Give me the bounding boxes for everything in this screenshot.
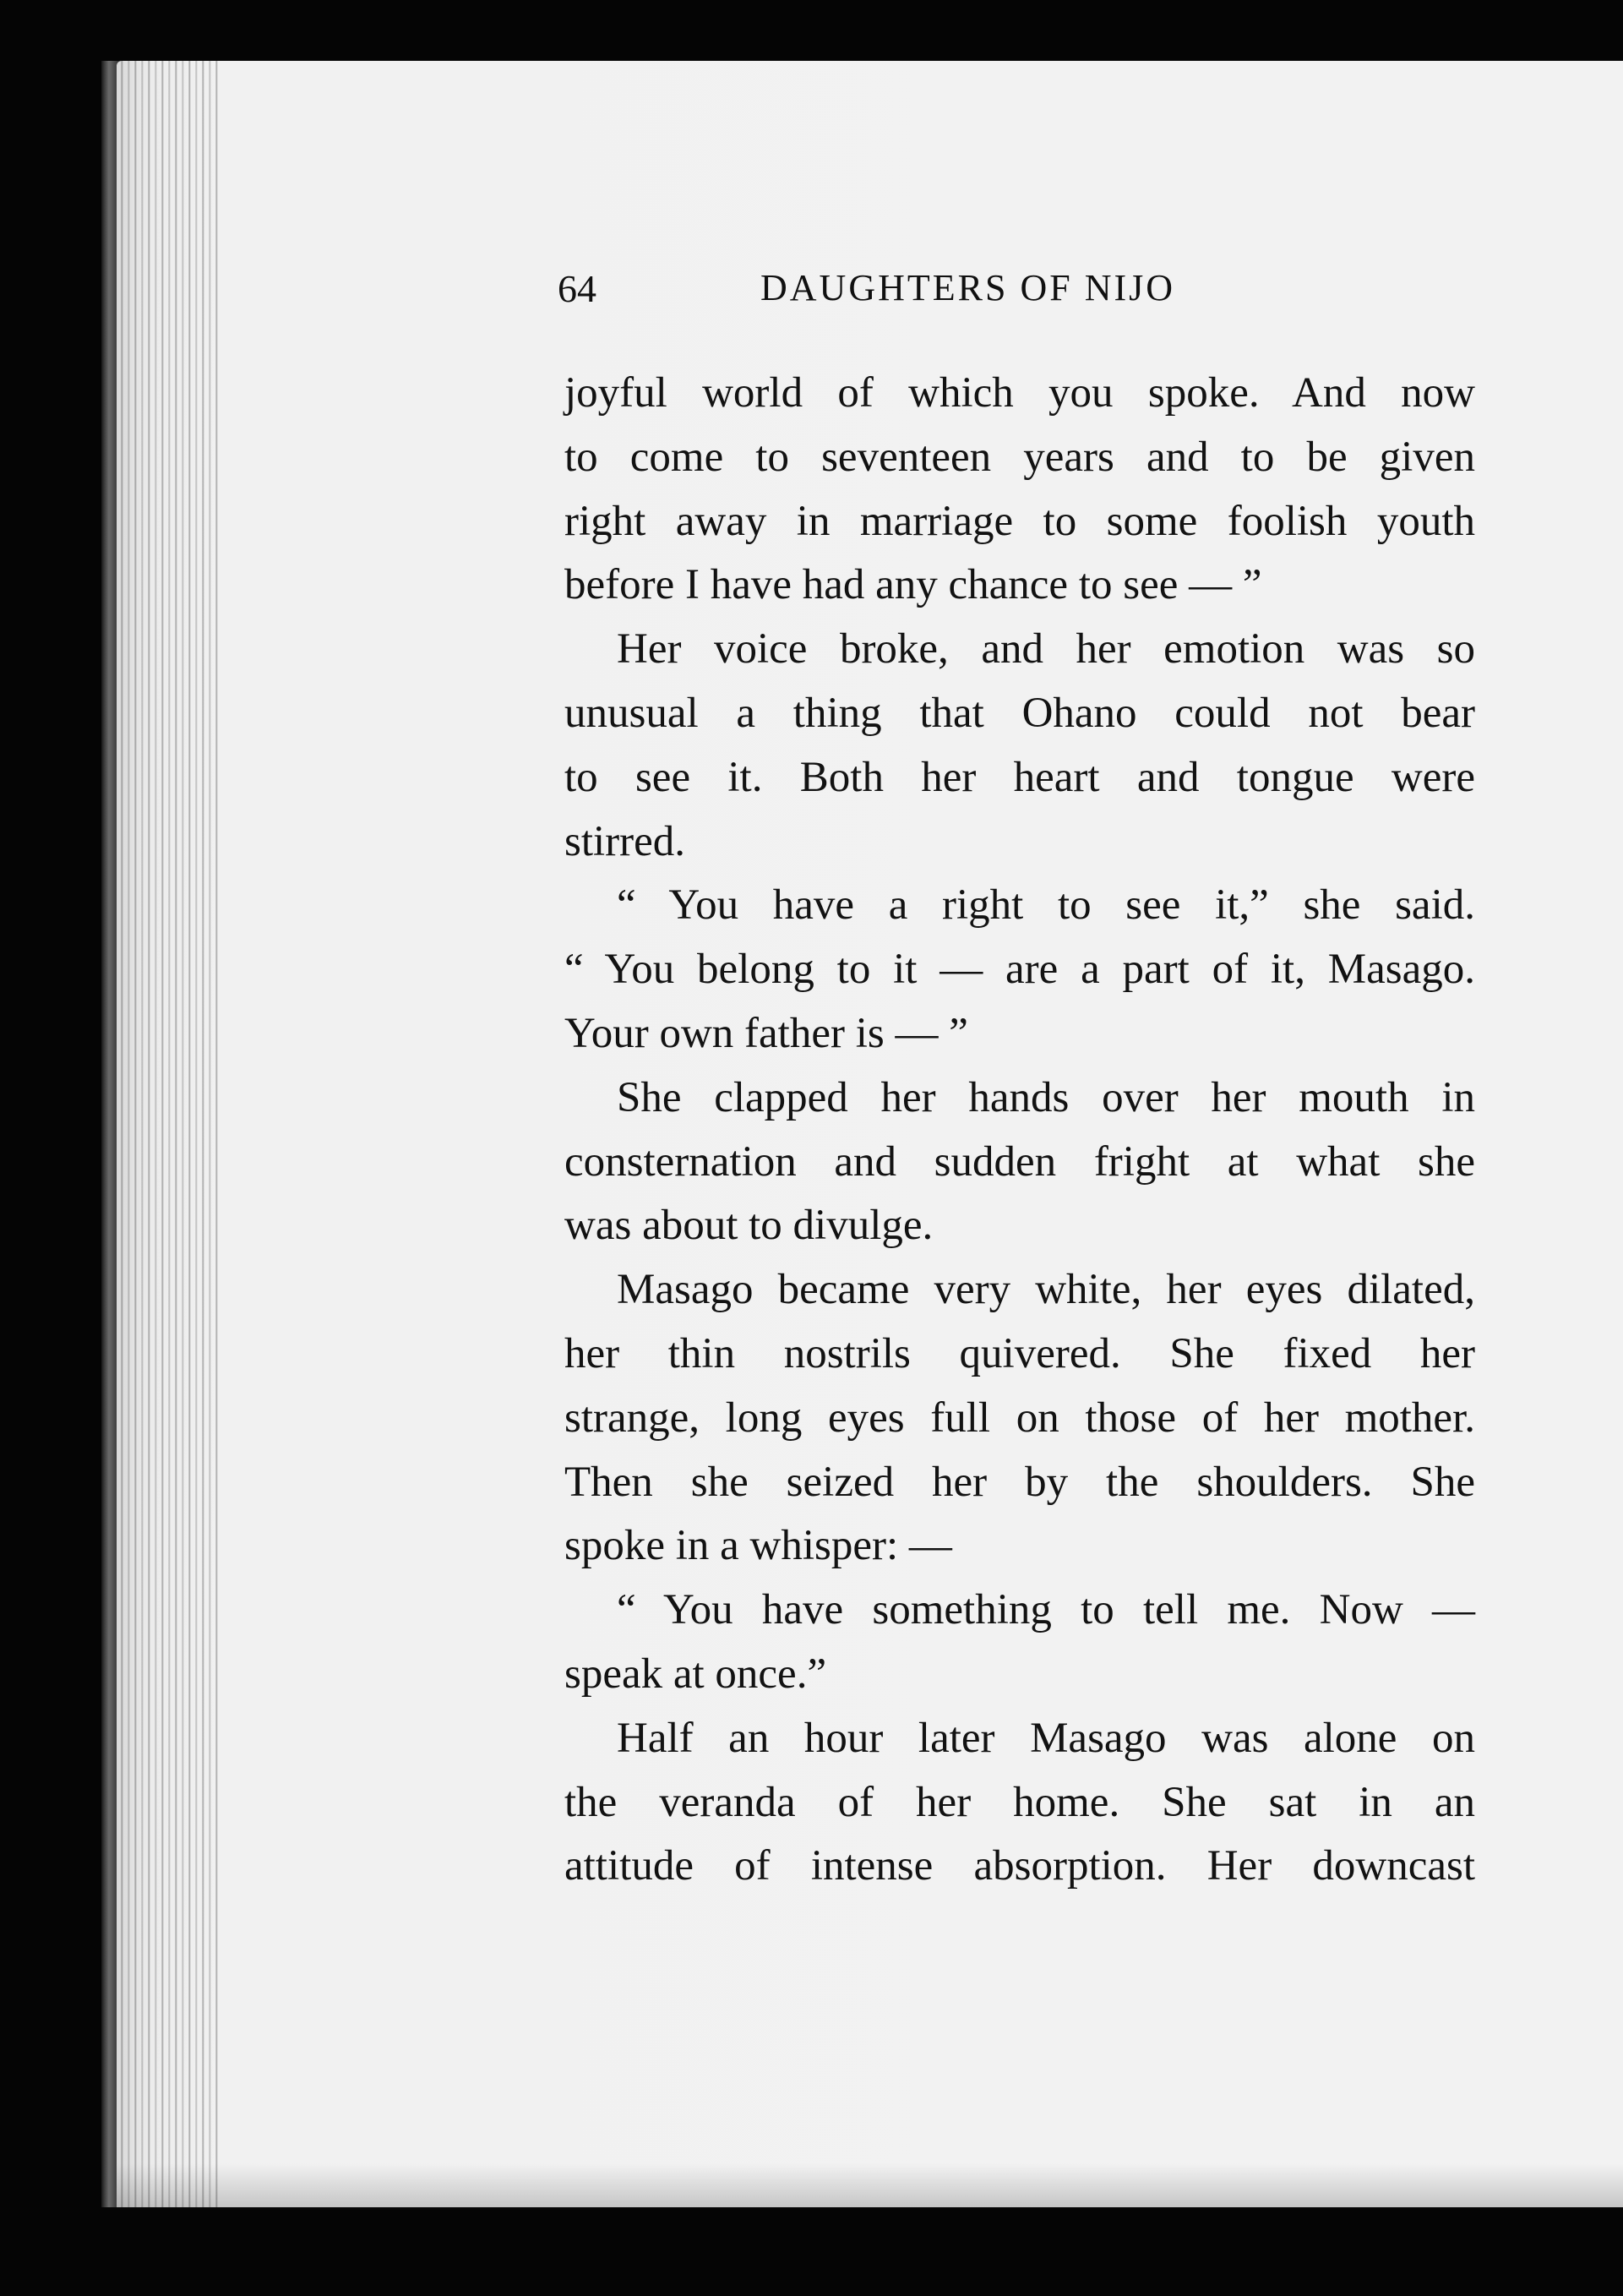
text-line: strange, long eyes full on those of her mother. <box>564 1393 1475 1442</box>
page-number: 64 <box>558 267 596 310</box>
text-line: spoke in a whisper: — <box>564 1522 952 1570</box>
text-line: speak at once.” <box>564 1650 827 1698</box>
text-line: Her voice broke, and her emotion was so <box>617 625 1475 674</box>
text-line: to see it. Both her heart and tongue were <box>564 753 1475 801</box>
page-bottom-shadow <box>117 2163 1623 2207</box>
text-line: She clapped her hands over her mouth in <box>617 1073 1475 1121</box>
text-line: joyful world of which you spoke. And now <box>564 369 1475 417</box>
text-line: Your own father is — ” <box>564 1009 968 1057</box>
text-line: unusual a thing that Ohano could not bear <box>564 689 1475 737</box>
text-line: her thin nostrils quivered. She fixed her <box>564 1329 1475 1377</box>
text-line: attitude of intense absorption. Her downcast <box>564 1842 1475 1890</box>
running-title: DAUGHTERS OF NIJO <box>760 267 1176 308</box>
text-line: “ You belong to it — are a part of it, Masago. <box>564 946 1475 994</box>
text-line: was about to divulge. <box>564 1202 934 1250</box>
text-line: Then she seized her by the shoulders. She <box>564 1458 1475 1506</box>
text-line: the veranda of her home. She sat in an <box>564 1778 1475 1826</box>
text-line: Masago became very white, her eyes dilated, <box>617 1266 1475 1314</box>
text-line: right away in marriage to some foolish youth <box>564 497 1475 545</box>
text-line: stirred. <box>564 817 686 865</box>
text-line: “ You have something to tell me. Now — <box>617 1586 1475 1634</box>
text-line: before I have had any chance to see — ” <box>564 561 1262 609</box>
text-line: Half an hour later Masago was alone on <box>617 1714 1475 1762</box>
text-line: to come to seventeen years and to be given <box>564 433 1475 481</box>
text-line: consternation and sudden fright at what she <box>564 1137 1475 1186</box>
page-header <box>558 266 1477 317</box>
body-text <box>564 362 1475 1899</box>
page-gutter-edge <box>117 61 218 2207</box>
text-line: “ You have a right to see it,” she said. <box>617 881 1475 930</box>
